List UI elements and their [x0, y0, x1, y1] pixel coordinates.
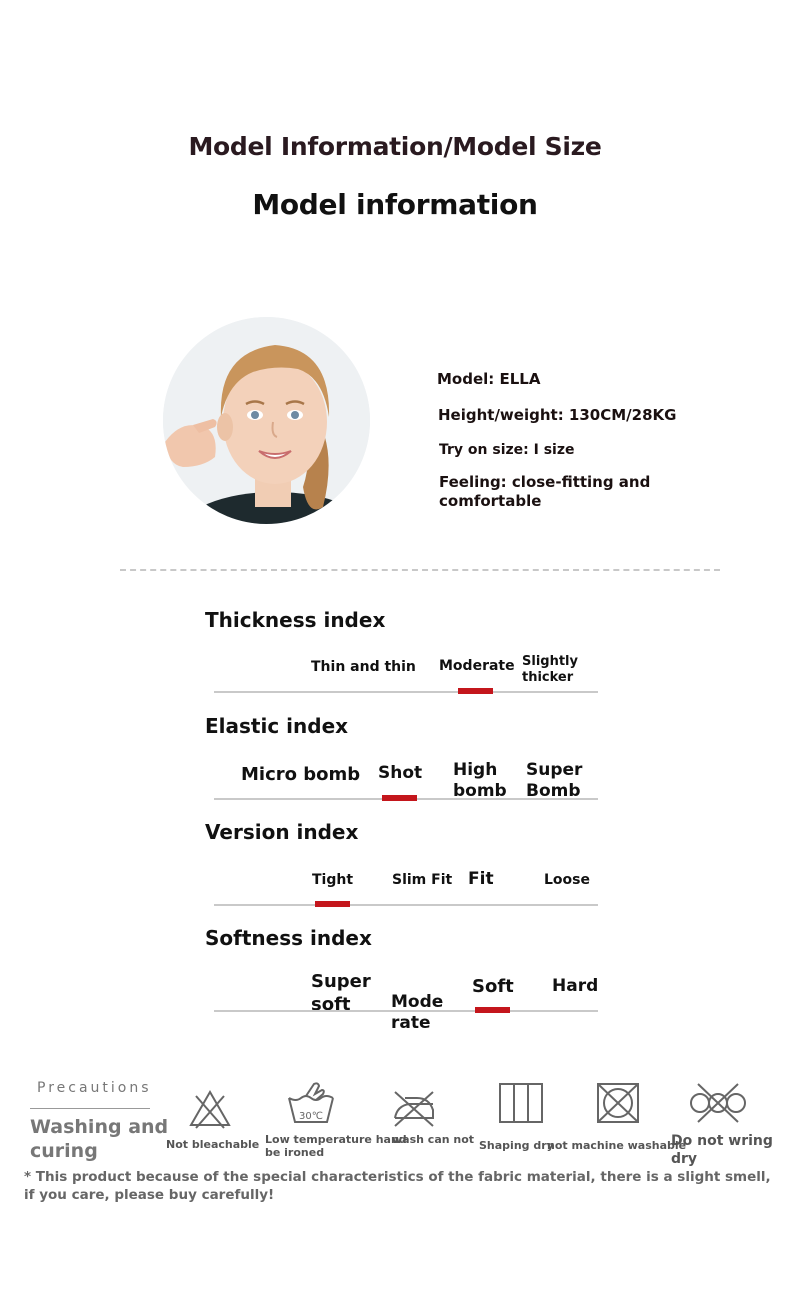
version-selected-marker — [315, 901, 350, 907]
version-option-loose: Loose — [544, 872, 590, 888]
softness-selected-marker — [475, 1007, 510, 1013]
section-title-model-information: Model information — [252, 188, 538, 221]
washing-curing-title-cont: curing — [30, 1140, 98, 1162]
model-feeling: Feeling: close-fitting and — [439, 473, 651, 491]
precautions-label: Precautions — [37, 1080, 152, 1096]
elastic-selected-marker — [382, 795, 417, 801]
do-not-iron-icon — [389, 1088, 439, 1128]
elastic-option-micro-bomb: Micro bomb — [241, 764, 361, 785]
not-machine-washable-icon — [596, 1082, 640, 1124]
softness-option-soft-line: soft — [311, 994, 351, 1015]
shaping-dry-label: Shaping dry — [479, 1139, 554, 1152]
smell-notice: * This product because of the special characteristics of the fabric material, there is a slight smell, — [24, 1169, 771, 1185]
do-not-wring-dry-label: dry — [671, 1151, 698, 1167]
softness-option-soft: Soft — [472, 976, 514, 997]
divider — [120, 569, 720, 571]
softness-scale-line — [214, 1010, 598, 1012]
not-machine-washable-label: not machine washable — [547, 1139, 687, 1152]
thickness-option-moderate: Moderate — [439, 658, 515, 674]
elastic-option-high: High — [453, 760, 498, 780]
child-portrait-icon — [163, 317, 370, 524]
version-option-tight: Tight — [312, 872, 354, 888]
model-avatar — [163, 317, 370, 524]
softness-option-super: Super — [311, 971, 371, 992]
do-not-wring-icon — [688, 1082, 748, 1124]
washing-curing-title: Washing and — [30, 1116, 169, 1138]
page-title: Model Information/Model Size — [188, 132, 602, 161]
version-scale-line — [214, 904, 598, 906]
thickness-option-thin: Thin and thin — [311, 659, 416, 675]
thickness-selected-marker — [458, 688, 493, 694]
softness-index-title: Softness index — [205, 926, 372, 950]
model-feeling-cont: comfortable — [439, 492, 542, 510]
model-height-weight: Height/weight: 130CM/28KG — [438, 406, 677, 424]
version-option-slim-fit: Slim Fit — [392, 872, 453, 888]
softness-option-hard: Hard — [552, 976, 599, 996]
elastic-option-bomb: bomb — [453, 781, 507, 801]
softness-option-mode: Mode — [391, 992, 444, 1012]
be-ironed-label: be ironed — [265, 1146, 325, 1159]
not-bleachable-icon — [188, 1088, 232, 1130]
elastic-option-shot: Shot — [378, 763, 423, 783]
smell-notice-cont: if you care, please buy carefully! — [24, 1187, 275, 1203]
elastic-option-super: Super — [526, 760, 583, 780]
hand-wash-30-icon — [286, 1080, 336, 1126]
shaping-dry-icon — [498, 1082, 544, 1124]
wash-can-not-label: wash can not — [392, 1133, 475, 1146]
elastic-index-title: Elastic index — [205, 714, 349, 738]
model-name: Model: ELLA — [437, 370, 541, 388]
precautions-underline — [30, 1108, 150, 1109]
not-bleachable-label: Not bleachable — [166, 1138, 260, 1151]
version-index-title: Version index — [205, 820, 359, 844]
thickness-option-thicker: thicker — [522, 670, 574, 685]
thickness-option-slightly: Slightly — [522, 654, 578, 669]
model-try-on-size: Try on size: I size — [439, 442, 575, 458]
softness-option-rate: rate — [391, 1013, 431, 1033]
wash-temperature-text: 30℃ — [299, 1111, 323, 1122]
elastic-option-super-bomb: Bomb — [526, 781, 581, 801]
low-temperature-hand-label: Low temperature hand — [265, 1133, 407, 1146]
do-not-wring-label: Do not wring — [671, 1133, 773, 1149]
thickness-scale-line — [214, 691, 598, 693]
thickness-index-title: Thickness index — [205, 608, 386, 632]
version-option-fit: Fit — [468, 869, 494, 889]
